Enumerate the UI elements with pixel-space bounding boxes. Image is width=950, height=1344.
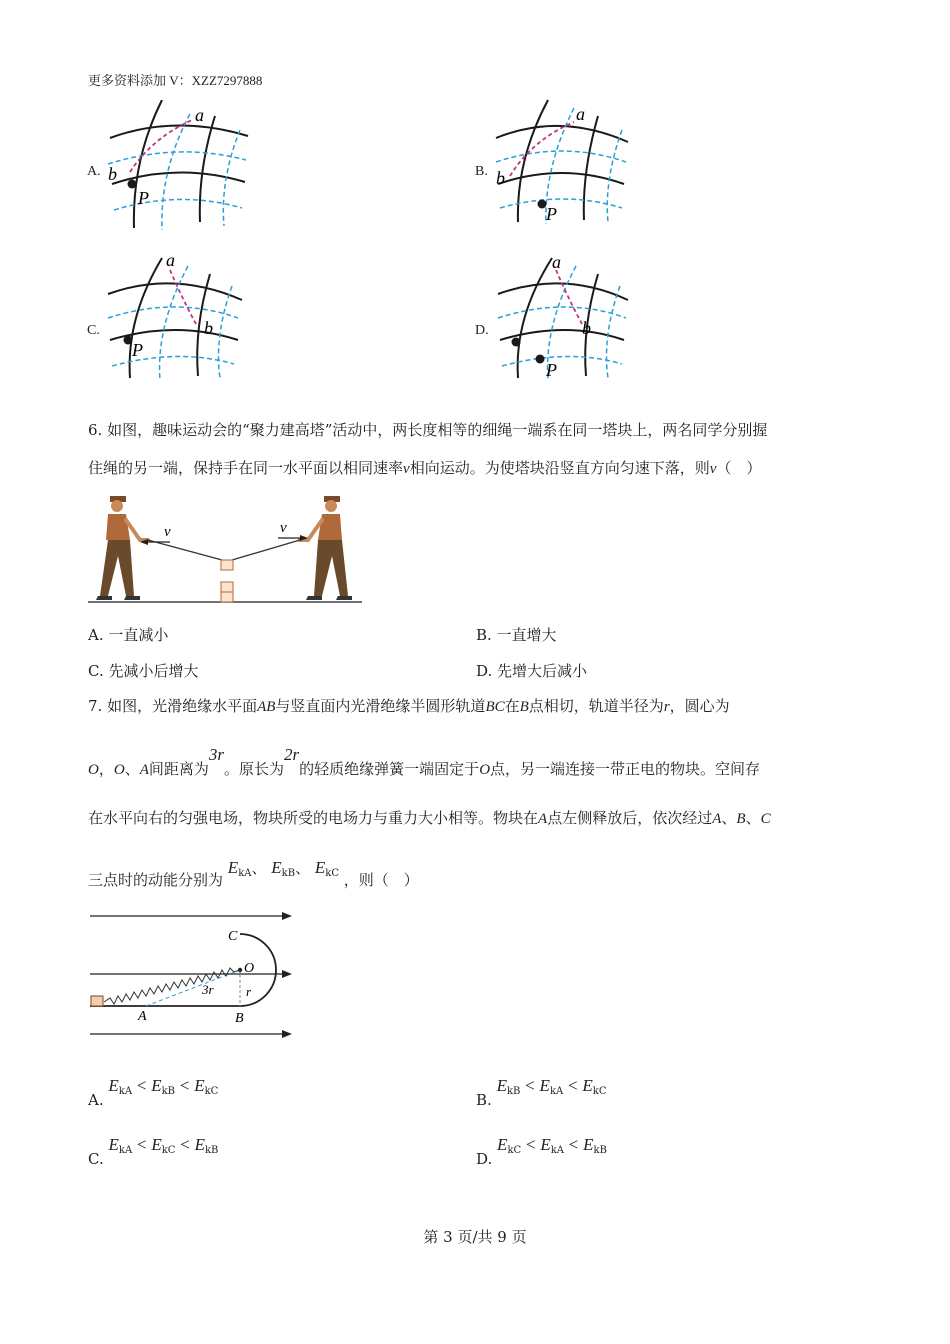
q7-option-c: C. $E_{kA} < E_{kC} < E_{kB}$ (88, 1135, 219, 1168)
q6-option-c: C. 先减小后增大 (88, 662, 199, 680)
q6-option-b: B. 一直增大 (476, 626, 557, 644)
q7-fig-a: A (138, 1009, 147, 1024)
q7-fig-3r: 3r (202, 982, 214, 997)
q5-option-d-letter: D. (475, 323, 489, 338)
q7-fig-o: O (244, 961, 255, 976)
page-footer: 第 3 页/共 9 页 (423, 1228, 527, 1246)
q7-stem-line2: O，O、A间距离为3r。原长为2r的轻质绝缘弹簧一端固定于O点，另一端连接一带正电的物块。空间存 (88, 745, 761, 778)
q5-c-label-p: P (132, 340, 143, 360)
q5-b-label-a: a (576, 104, 585, 124)
q5-d-label-p: P (546, 360, 557, 380)
q6-fig-v-left: v (164, 524, 171, 540)
q7-stem-line3: 在水平向右的匀强电场，物块所受的电场力与重力大小相等。物块在A点左侧释放后，依次经过A、B、C (88, 809, 771, 827)
q5-option-b-figure (490, 96, 640, 226)
q5-d-label-b: b (582, 318, 591, 338)
q5-option-d-figure (496, 252, 636, 382)
q5-c-label-b: b (204, 318, 213, 338)
q5-d-label-a: a (552, 252, 561, 272)
q7-fig-r: r (246, 984, 252, 999)
q7-figure (86, 906, 298, 1042)
q6-option-a: A. 一直减小 (88, 626, 169, 644)
q7-option-a: A. $E_{kA} < E_{kB} < E_{kC}$ (88, 1076, 219, 1109)
q6-stem-line1: 6. 如图，趣味运动会的“聚力建高塔”活动中，两长度相等的细绳一端系在同一塔块上，两名同学分别握 (88, 421, 768, 439)
q5-option-a-figure (100, 100, 260, 230)
q6-fig-v-right: v (280, 520, 287, 536)
q7-fig-b: B (235, 1011, 244, 1026)
q7-option-b: B. $E_{kB} < E_{kA} < E_{kC}$ (476, 1076, 607, 1109)
q5-option-c-letter: C. (87, 323, 100, 338)
q6-option-d: D. 先增大后减小 (476, 662, 588, 680)
q5-option-c-figure (104, 252, 249, 382)
q7-option-d: D. $E_{kC} < E_{kA} < E_{kB}$ (476, 1135, 607, 1168)
q7-fig-c: C (228, 929, 238, 944)
q5-b-label-p: P (546, 204, 557, 224)
q5-a-label-p: P (138, 188, 149, 208)
q5-c-label-a: a (166, 252, 175, 270)
q5-b-label-b: b (496, 168, 505, 188)
q7-stem-line4: 三点时的动能分别为 $E_{kA}$、 $E_{kB}$、 $E_{kC}$ ，则（ ） (88, 858, 419, 889)
q6-figure (86, 484, 366, 608)
q5-a-label-a: a (195, 105, 204, 125)
q5-option-b-letter: B. (475, 164, 488, 179)
q6-stem-line2: 住绳的另一端，保持手在同一水平面以相同速率v相向运动。为使塔块沿竖直方向匀速下落，则v（ ） (88, 459, 762, 477)
q5-option-a-letter: A. (87, 164, 101, 179)
watermark: 更多资料添加 V：XZZ7297888 (88, 73, 263, 88)
q5-a-label-b: b (108, 164, 117, 184)
q7-stem-line1: 7. 如图，光滑绝缘水平面AB与竖直面内光滑绝缘半圆形轨道BC在B点相切，轨道半径为r，圆心为 (88, 697, 730, 715)
